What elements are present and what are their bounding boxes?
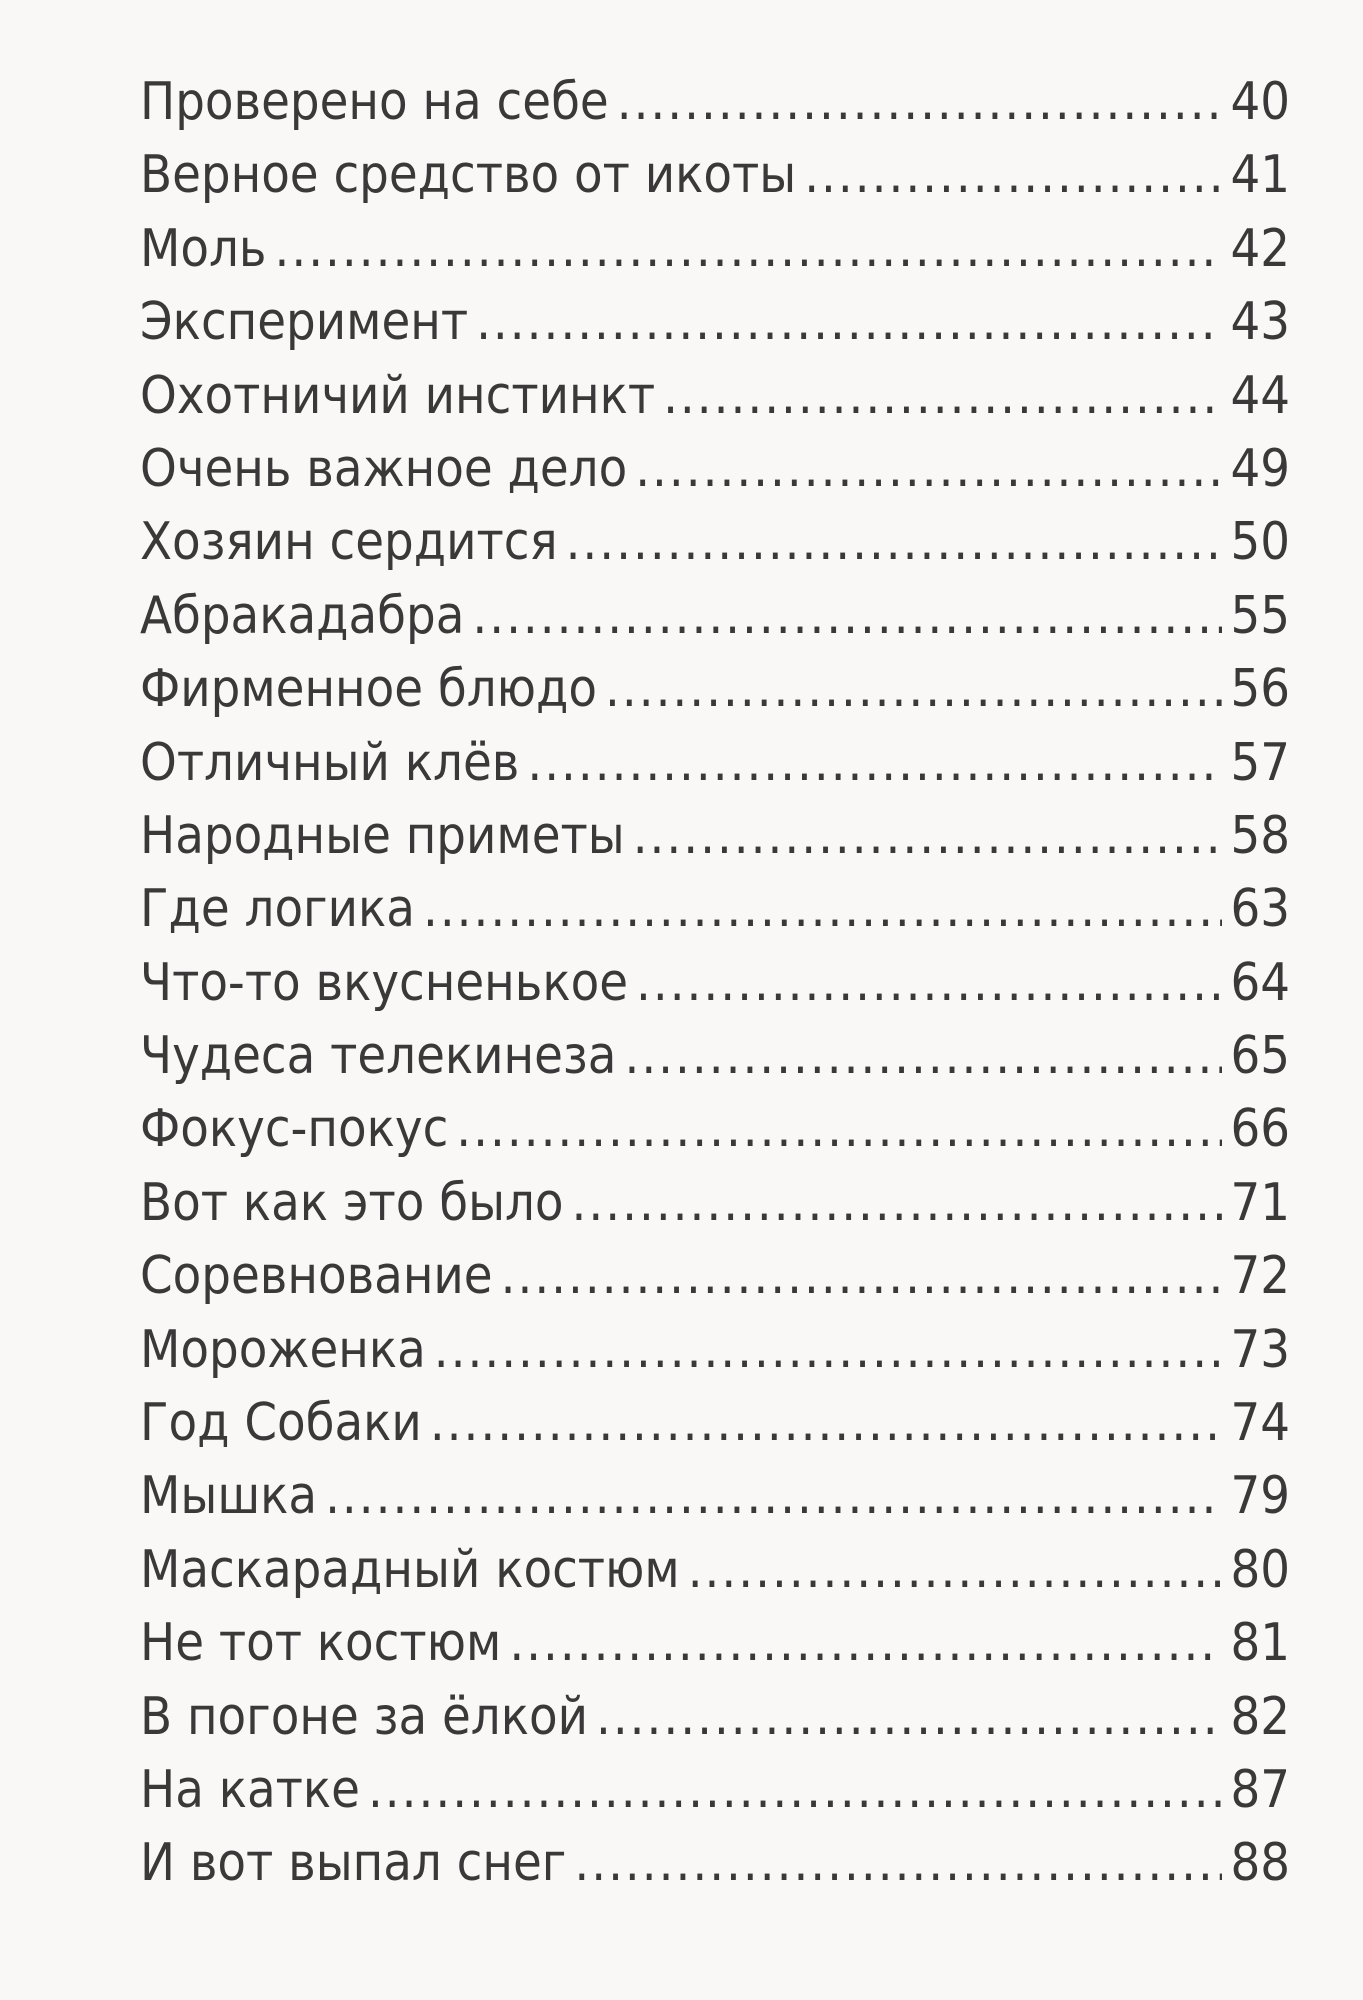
toc-entry-page-number: 44 [1230,365,1290,426]
toc-entry-title: Проверено на себе [140,72,609,132]
toc-entry-title: Маскарадный костюм [140,1539,680,1600]
toc-entry-page-number: 40 [1230,72,1290,132]
toc-entry-page-number: 65 [1230,1026,1290,1087]
toc-entry-page-number: 64 [1230,952,1290,1013]
toc-entry-title: Чудеса телекинеза [140,1026,617,1087]
toc-entry [140,1540,1290,1613]
toc-dot-leader [368,1760,1222,1820]
toc-entry-title: Фокус-покус [140,1099,449,1160]
toc-entry-title: На катке [140,1759,360,1820]
toc-entry [140,1466,1290,1539]
toc-entry [140,953,1290,1026]
toc-entry-page-number: 63 [1230,879,1290,940]
toc-entry-page-number: 82 [1230,1686,1290,1747]
toc-dot-leader [636,953,1222,1013]
toc-entry-page-number: 79 [1230,1466,1290,1527]
toc-dot-leader [527,733,1222,793]
toc-entry [140,1026,1290,1099]
toc-dot-leader [804,145,1222,205]
toc-dot-leader [325,1466,1222,1526]
toc-dot-leader [663,366,1222,426]
table-of-contents [140,72,1290,1907]
toc-dot-leader [430,1393,1222,1453]
toc-entry [140,1099,1290,1172]
toc-entry-title: Мышка [140,1466,318,1527]
toc-dot-leader [574,1833,1222,1893]
toc-entry [140,292,1290,365]
toc-entry [140,659,1290,732]
toc-entry-page-number: 71 [1230,1172,1290,1233]
toc-entry-page-number: 56 [1230,659,1290,720]
toc-dot-leader [605,659,1222,719]
toc-dot-leader [434,1320,1222,1380]
toc-entry-page-number: 42 [1230,218,1290,279]
toc-dot-leader [633,806,1222,866]
toc-entry-title: Соревнование [140,1246,493,1307]
toc-entry [140,72,1290,145]
toc-entry-page-number: 50 [1230,512,1290,573]
toc-entry [140,1246,1290,1319]
toc-entry-page-number: 73 [1230,1319,1290,1380]
toc-entry-title: Вот как это было [140,1172,564,1233]
toc-entry-title: Очень важное дело [140,438,628,499]
toc-entry [140,1687,1290,1760]
toc-entry [140,1833,1290,1906]
toc-dot-leader [472,586,1222,646]
toc-entry-title: Моль [140,218,267,279]
toc-entry-title: Отличный клёв [140,732,520,793]
toc-entry [140,806,1290,879]
toc-entry-page-number: 57 [1230,732,1290,793]
toc-dot-leader [624,1026,1222,1086]
toc-dot-leader [274,219,1222,279]
toc-dot-leader [566,512,1222,572]
toc-entry-page-number: 88 [1230,1833,1290,1894]
toc-entry-page-number: 81 [1230,1613,1290,1674]
toc-entry-title: Мороженка [140,1319,426,1380]
toc-entry-page-number: 66 [1230,1099,1290,1160]
toc-entry-page-number: 80 [1230,1539,1290,1600]
toc-entry-title: Верное средство от икоты [140,145,797,206]
toc-dot-leader [596,1687,1222,1747]
toc-entry-page-number: 43 [1230,292,1290,353]
toc-entry-title: Народные приметы [140,805,625,866]
toc-entry-page-number: 49 [1230,438,1290,499]
toc-dot-leader [501,1246,1222,1306]
toc-entry-title: Хозяин сердится [140,512,558,573]
toc-dot-leader [617,72,1222,132]
toc-entry-page-number: 74 [1230,1393,1290,1454]
toc-entry [140,366,1290,439]
toc-entry-title: Охотничий инстинкт [140,365,656,426]
toc-dot-leader [688,1540,1222,1600]
toc-entry [140,439,1290,512]
toc-entry [140,219,1290,292]
toc-entry-title: Не тот костюм [140,1613,502,1674]
toc-entry [140,733,1290,806]
toc-entry [140,879,1290,952]
toc-dot-leader [572,1173,1222,1233]
toc-entry-title: Что-то вкусненькое [140,952,628,1013]
toc-entry-page-number: 58 [1230,805,1290,866]
toc-entry-title: Год Собаки [140,1393,422,1454]
toc-entry-page-number: 87 [1230,1759,1290,1820]
toc-dot-leader [635,439,1222,499]
toc-dot-leader [476,292,1222,352]
toc-entry-page-number: 55 [1230,585,1290,646]
toc-entry [140,512,1290,585]
toc-entry [140,1393,1290,1466]
toc-entry-page-number: 41 [1230,145,1290,206]
toc-entry [140,145,1290,218]
toc-dot-leader [423,879,1222,939]
toc-entry [140,586,1290,659]
toc-entry-title: И вот выпал снег [140,1833,567,1894]
toc-entry-title: Абракадабра [140,585,465,646]
toc-dot-leader [509,1613,1222,1673]
toc-entry-title: Фирменное блюдо [140,659,598,720]
toc-entry [140,1613,1290,1686]
toc-entry-title: В погоне за ёлкой [140,1686,588,1747]
toc-entry-title: Эксперимент [140,292,469,353]
toc-entry-page-number: 72 [1230,1246,1290,1307]
toc-entry [140,1173,1290,1246]
toc-entry-title: Где логика [140,879,415,940]
toc-dot-leader [456,1099,1222,1159]
toc-entry [140,1760,1290,1833]
toc-entry [140,1320,1290,1393]
